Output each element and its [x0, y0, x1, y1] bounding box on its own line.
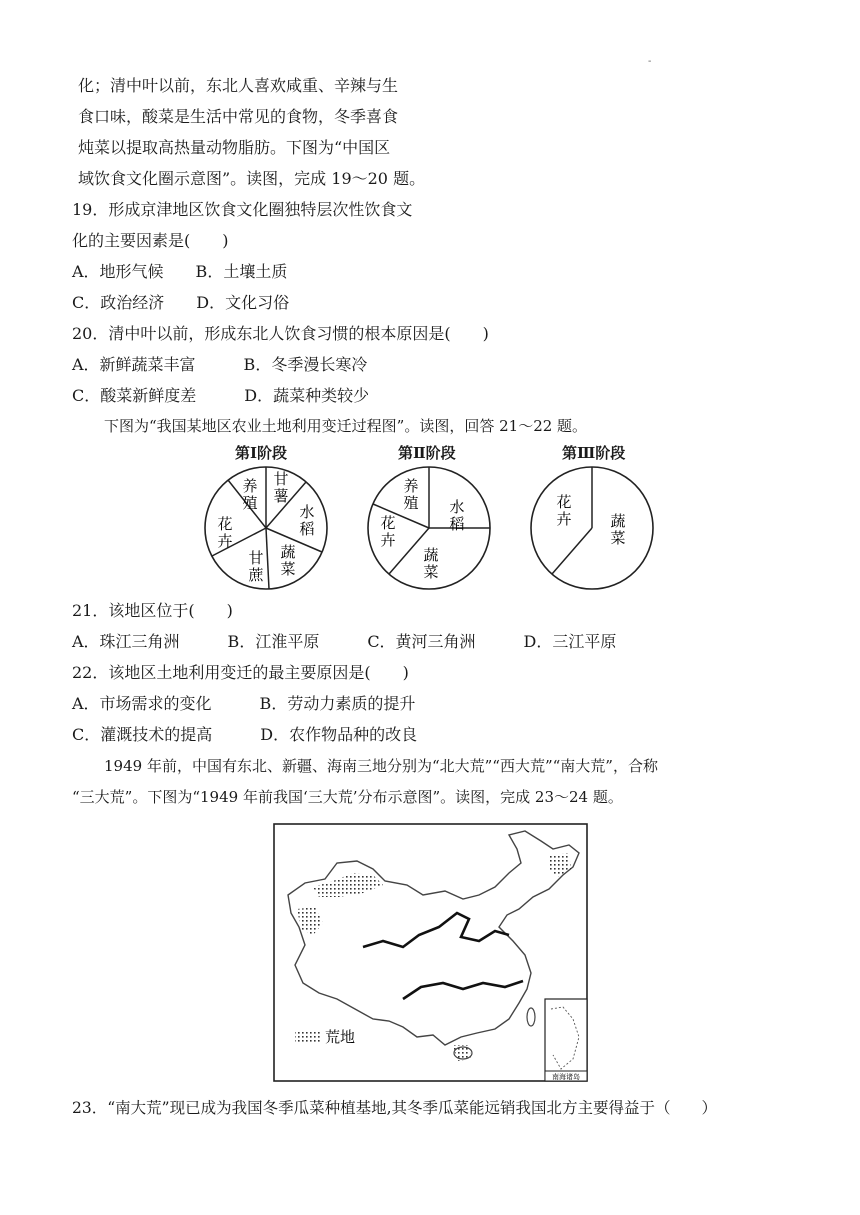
- inset-label: 南海诸岛: [552, 1073, 580, 1081]
- pie-3-label-2b: 菜: [610, 529, 626, 547]
- legend-swatch: [295, 1031, 321, 1043]
- pie-1-label-3a: 水: [299, 503, 315, 521]
- q19-stem-2: 化的主要因素是( ): [72, 231, 229, 250]
- pie-1-title: 第Ⅰ阶段: [235, 444, 288, 462]
- q19-options-2: C．政治经济 D．文化习俗: [72, 293, 290, 312]
- intro-21-22: 下图为“我国某地区农业土地利用变迁过程图”。读图，回答 21～22 题。: [104, 417, 588, 435]
- pie-1-label-4a: 蔬: [280, 543, 296, 561]
- intro-23-24-line-2: “三大荒”。下图为“1949 年前我国‘三大荒’分布示意图”。读图，完成 23～24 题。: [72, 788, 623, 806]
- pie-1-label-2b: 薯: [273, 487, 289, 505]
- pie-3-label-2a: 蔬: [610, 512, 626, 530]
- intro-23-24-line-1: 1949 年前，中国有东北、新疆、海南三地分别为“北大荒”“西大荒”“南大荒”，合称: [104, 757, 658, 775]
- pie-1-label-6b: 卉: [217, 532, 233, 550]
- pie-1-label-5a: 甘: [248, 549, 264, 567]
- pie-3-label-1a: 花: [556, 493, 572, 511]
- pie-2-label-2b: 稻: [449, 515, 465, 533]
- pie-1-label-6a: 花: [217, 515, 233, 533]
- land-use-pies: [200, 462, 626, 594]
- pie-1-label-2a: 甘: [273, 470, 289, 488]
- intro-line-1: 化；清中叶以前，东北人喜欢咸重、辛辣与生: [78, 76, 399, 95]
- pie-1-label-5b: 蔗: [248, 566, 264, 584]
- wasteland-map: [273, 823, 589, 1083]
- pie-2-label-1b: 殖: [403, 494, 419, 512]
- pie-1-label-4b: 菜: [280, 560, 296, 578]
- q22-options-2: C．灌溉技术的提高 D．农作物品种的改良: [72, 725, 418, 744]
- q19-stem-1: 19．形成京津地区饮食文化圈独特层次性饮食文: [72, 200, 413, 219]
- q20-options-1: A．新鲜蔬菜丰富 B．冬季漫长寒冷: [72, 355, 368, 374]
- intro-line-3: 炖菜以提取高热量动物脂肪。下图为“中国区: [78, 138, 391, 157]
- pie-1-label-3b: 稻: [299, 520, 315, 538]
- q21-options: A．珠江三角洲 B．江淮平原 C．黄河三角洲 D．三江平原: [72, 632, 617, 651]
- legend-label: 荒地: [325, 1028, 356, 1046]
- pie-2-label-4a: 花: [380, 514, 396, 532]
- q20-options-2: C．酸菜新鲜度差 D．蔬菜种类较少: [72, 386, 370, 405]
- pie-3-label-1b: 卉: [556, 510, 572, 528]
- header-mark: -: [648, 56, 652, 67]
- q20-stem: 20．清中叶以前，形成东北人饮食习惯的根本原因是( ): [72, 324, 489, 343]
- pie-1-label-1b: 殖: [242, 494, 258, 512]
- q19-options-1: A．地形气候 B．土壤土质: [72, 262, 288, 281]
- pie-3: [531, 467, 653, 589]
- pie-2-label-1a: 养: [403, 477, 419, 495]
- q21-stem: 21．该地区位于( ): [72, 601, 233, 620]
- pie-3-title: 第Ⅲ阶段: [562, 444, 626, 462]
- q22-options-1: A．市场需求的变化 B．劳动力素质的提升: [72, 694, 416, 713]
- pie-2-title: 第Ⅱ阶段: [398, 444, 456, 462]
- q22-stem: 22．该地区土地利用变迁的最主要原因是( ): [72, 663, 409, 682]
- pie-2-label-3a: 蔬: [423, 546, 439, 564]
- intro-line-2: 食口味，酸菜是生活中常见的食物，冬季喜食: [78, 107, 399, 126]
- q23-stem: 23．“南大荒”现已成为我国冬季瓜菜种植基地,其冬季瓜菜能远销我国北方主要得益于（ ）: [72, 1099, 718, 1117]
- pie-1-label-1a: 养: [242, 477, 258, 495]
- intro-line-4: 域饮食文化圈示意图”。读图，完成 19～20 题。: [78, 169, 426, 188]
- pie-2-label-4b: 卉: [380, 531, 396, 549]
- pie-2-label-2a: 水: [449, 498, 465, 516]
- pie-2-label-3b: 菜: [423, 563, 439, 581]
